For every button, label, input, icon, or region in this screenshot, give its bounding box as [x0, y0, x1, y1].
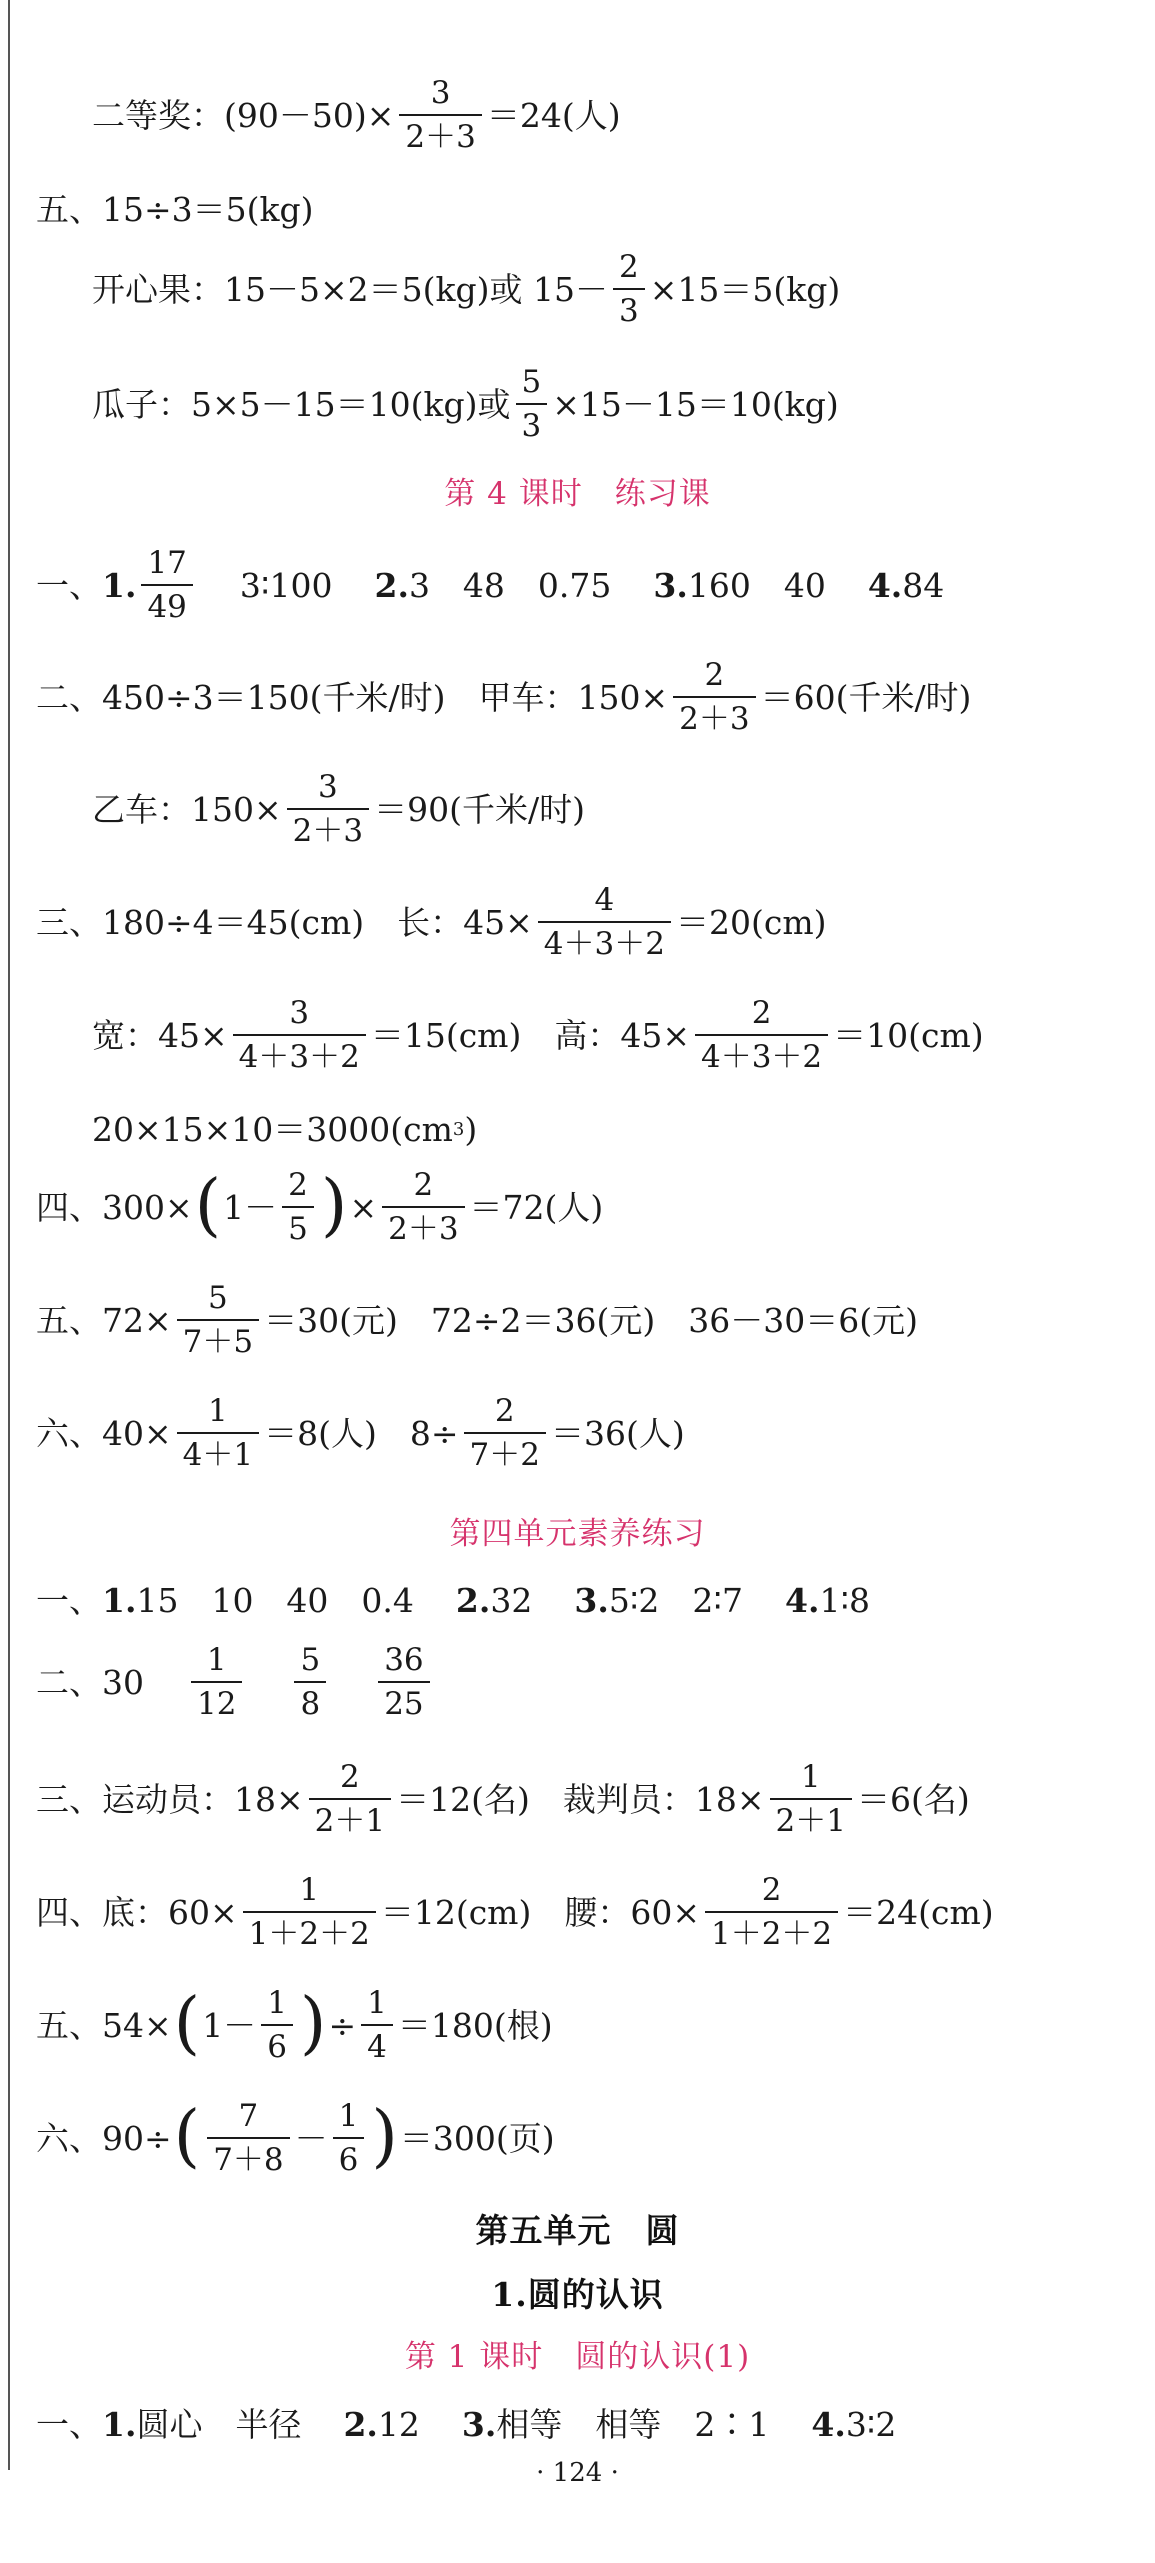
- fraction: $\frac{1}{1+2+2}$: [243, 1875, 376, 1950]
- fraction: $\frac{1}{2+1}$: [770, 1762, 852, 1837]
- fraction: $\frac{2}{3}$: [613, 252, 645, 327]
- answer-line: 一、 1. 15 10 40 0.4 2. 32 3. 5∶2 2∶7 4. 1∶8: [36, 1581, 871, 1620]
- answer-line: 四、底：60× $\frac{1}{1+2+2}$ ＝12(cm) 腰：60× $\frac{2}{1+2+2}$ ＝24(cm): [36, 1872, 994, 1952]
- fraction: $\frac{1}{12}$: [191, 1645, 242, 1720]
- fraction: $\frac{1}{4}$: [361, 1988, 393, 2063]
- fraction: $\frac{2}{4+3+2}$: [695, 998, 828, 1073]
- fraction: $\frac{2}{2+3}$: [382, 1170, 464, 1245]
- fraction: $\frac{5}{8}$: [294, 1645, 326, 1720]
- page-number: · 124 ·: [536, 2458, 619, 2488]
- fraction: $\frac{1}{4+1}$: [177, 1396, 259, 1471]
- unit-heading: 第五单元 圆: [475, 2211, 680, 2250]
- fraction: $\frac{1}{6}$: [333, 2101, 365, 2176]
- answer-line: 20×15×10＝3000(cm 3 ): [92, 1110, 478, 1149]
- fraction: $\frac{7}{7+8}$: [207, 2101, 289, 2176]
- chapter-heading: 1.圆的认识: [491, 2275, 664, 2314]
- fraction: $\frac{4}{4+3+2}$: [538, 885, 671, 960]
- answer-line: 三、180÷4＝45(cm) 长：45× $\frac{4}{4+3+2}$ ＝20(cm): [36, 882, 827, 962]
- fraction: $\frac{3}{2+3}$: [399, 78, 481, 153]
- answer-line: 乙车：150× $\frac{3}{2+3}$ ＝90(千米/时): [92, 769, 585, 849]
- fraction: $\frac{2}{7+2}$: [464, 1396, 546, 1471]
- answer-line: 宽：45× $\frac{3}{4+3+2}$ ＝15(cm) 高：45× $\frac{2}{4+3+2}$ ＝10(cm): [92, 995, 984, 1075]
- fraction: $\frac{3}{2+3}$: [287, 772, 369, 847]
- fraction: $\frac{2}{2+1}$: [309, 1762, 391, 1837]
- answer-line: 六、90÷ ( $\frac{7}{7+8}$ － $\frac{1}{6}$ ) ＝300(页): [36, 2096, 555, 2178]
- answer-line: 五、54× ( 1－ $\frac{1}{6}$ ) ÷ $\frac{1}{4}$ ＝180(根): [36, 1983, 553, 2065]
- answer-line: 五、72× $\frac{5}{7+5}$ ＝30(元) 72÷2＝36(元) 36－30＝6(元): [36, 1280, 918, 1360]
- answer-line: 二、30 $\frac{1}{12}$ $\frac{5}{8}$ $\frac{36}{25}$: [36, 1645, 1115, 1720]
- section-heading: 第四单元素养练习: [449, 1516, 706, 1552]
- fraction: $\frac{5}{3}$: [516, 367, 548, 442]
- fraction: $\frac{2}{5}$: [282, 1170, 314, 1245]
- answer-line: 一、 1. $\frac{17}{49}$ 3∶100 2. 3 48 0.75 3. 160 40 4. 84: [36, 545, 945, 625]
- answer-line: 五、15÷3＝5(kg): [36, 190, 314, 229]
- fraction: $\frac{5}{7+5}$: [177, 1283, 259, 1358]
- fraction: $\frac{36}{25}$: [378, 1645, 429, 1720]
- margin-rule: [8, 0, 10, 2470]
- answer-line: 二等奖：(90－50)× $\frac{3}{2+3}$ ＝24(人): [92, 75, 621, 155]
- answer-line: 三、运动员：18× $\frac{2}{2+1}$ ＝12(名) 裁判员：18× $\frac{1}{2+1}$ ＝6(名): [36, 1759, 970, 1839]
- fraction: $\frac{2}{2+3}$: [673, 660, 755, 735]
- fraction: $\frac{2}{1+2+2}$: [705, 1875, 838, 1950]
- answer-line: 二、450÷3＝150(千米/时) 甲车：150× $\frac{2}{2+3}$ ＝60(千米/时): [36, 657, 972, 737]
- answer-line: 一、 1. 圆心 半径 2. 12 3. 相等 相等 2∶1 4. 3∶2: [36, 2405, 897, 2444]
- fraction: $\frac{3}{4+3+2}$: [233, 998, 366, 1073]
- answer-line: 四、300× ( 1－ $\frac{2}{5}$ ) × $\frac{2}{2+3}$ ＝72(人): [36, 1165, 604, 1247]
- section-heading: 第 1 课时 圆的认识(1): [404, 2339, 751, 2375]
- section-heading: 第 4 课时 练习课: [444, 476, 711, 512]
- fraction: $\frac{1}{6}$: [261, 1988, 293, 2063]
- answer-line: 六、40× $\frac{1}{4+1}$ ＝8(人) 8÷ $\frac{2}{7+2}$ ＝36(人): [36, 1393, 685, 1473]
- answer-line: 瓜子：5×5－15＝10(kg)或 $\frac{5}{3}$ ×15－15＝10(kg): [92, 364, 839, 444]
- fraction: $\frac{17}{49}$: [141, 548, 192, 623]
- answer-line: 开心果：15－5×2＝5(kg)或 15－ $\frac{2}{3}$ ×15＝5(kg): [92, 249, 841, 329]
